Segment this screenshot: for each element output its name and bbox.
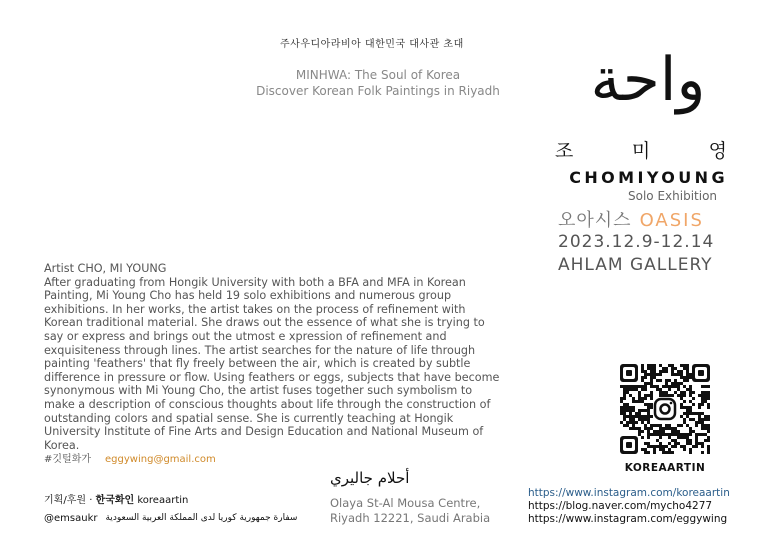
instagram-koreaartin-link[interactable]: https://www.instagram.com/koreaartin xyxy=(528,487,730,499)
hashtag-row xyxy=(44,450,216,465)
korean-name xyxy=(555,136,727,163)
qr-finder-top-right xyxy=(692,364,710,382)
qr-code[interactable] xyxy=(618,362,712,456)
korean-name-char-3: 영 xyxy=(708,140,727,162)
embassy-line xyxy=(44,513,344,524)
naver-blog-link[interactable]: https://blog.naver.com/mycho4277 xyxy=(528,500,713,512)
minhwa-subtitle xyxy=(250,67,506,99)
social-links xyxy=(528,487,730,526)
exhibition-dates: 2023.12.9-12.14 xyxy=(558,232,715,252)
gallery-address xyxy=(330,496,490,526)
embassy-handle: @emsaukr xyxy=(44,513,98,524)
address-line-1: Olaya St-Al Mousa Centre, xyxy=(330,496,481,510)
exhibition-title xyxy=(558,206,704,232)
oasis-korean: 오아시스 xyxy=(558,210,632,231)
qr-finder-top-left xyxy=(620,364,638,382)
embassy-invitation: 주사우디아라비아 대한민국 대사관 초대 xyxy=(280,39,464,50)
qr-label: KOREAARTIN xyxy=(624,462,706,474)
korean-name-char-2: 미 xyxy=(631,140,651,162)
qr-finder-bottom-left xyxy=(620,436,638,454)
sponsor-line xyxy=(44,491,188,506)
address-line-2: Riyadh 12221, Saudi Arabia xyxy=(330,511,491,525)
solo-exhibition-label: Solo Exhibition xyxy=(628,189,718,203)
bio-text: After graduating from Hongik University with both a BFA and MFA in Korean Painting, Mi Young Cho has held 19 solo exhibitions and numerous group exhibitions. In her works, the artist takes on the process of refinement with Korean traditional material. She draws out the essence of what she is trying to say or express and brings out the utmost e xpression of refinement and exquisiteness through lines. The artist searches for the nature of life through painting 'feathers' that fly freely between the air, which is created by subtle difference in pressure or flow. Using feathers or eggs, subjects that have become synonymous with Mi Young Cho, the artist fuses together such symbolism to make a description of conscious thoughts about life through the construction of outstanding colors and spatial sense. She is currently teaching at Hongik University Institute of Fine Arts and Design Education and National Museum of Korea. xyxy=(44,275,500,452)
hashtag: #깃털화가 xyxy=(44,454,92,465)
instagram-icon xyxy=(653,397,677,421)
sponsor-prefix: 기획/후원 · xyxy=(44,495,96,506)
gallery-name: AHLAM GALLERY xyxy=(558,255,713,275)
arabic-title: واحة xyxy=(590,45,706,115)
embassy-arabic: سفارة جمهورية كوريا لدى المملكة العربية السعودية xyxy=(105,513,298,523)
sponsor-suffix: koreaartin xyxy=(134,495,189,506)
artist-name-english: CHOMIYOUNG xyxy=(569,168,728,187)
minhwa-line-2: Discover Korean Folk Paintings in Riyadh xyxy=(256,84,500,98)
korean-name-char-1: 조 xyxy=(555,140,574,162)
oasis-english: OASIS xyxy=(639,210,704,231)
artist-bio xyxy=(44,262,500,452)
bio-heading: Artist CHO, MI YOUNG xyxy=(44,262,167,275)
contact-email[interactable]: eggywing@gmail.com xyxy=(105,454,216,465)
gallery-name-arabic: أحلام جاليري xyxy=(330,469,410,487)
instagram-eggywing-link[interactable]: https://www.instagram.com/eggywing xyxy=(528,513,728,525)
minhwa-line-1: MINHWA: The Soul of Korea xyxy=(295,68,461,82)
sponsor-name: 한국화인 xyxy=(95,495,135,506)
